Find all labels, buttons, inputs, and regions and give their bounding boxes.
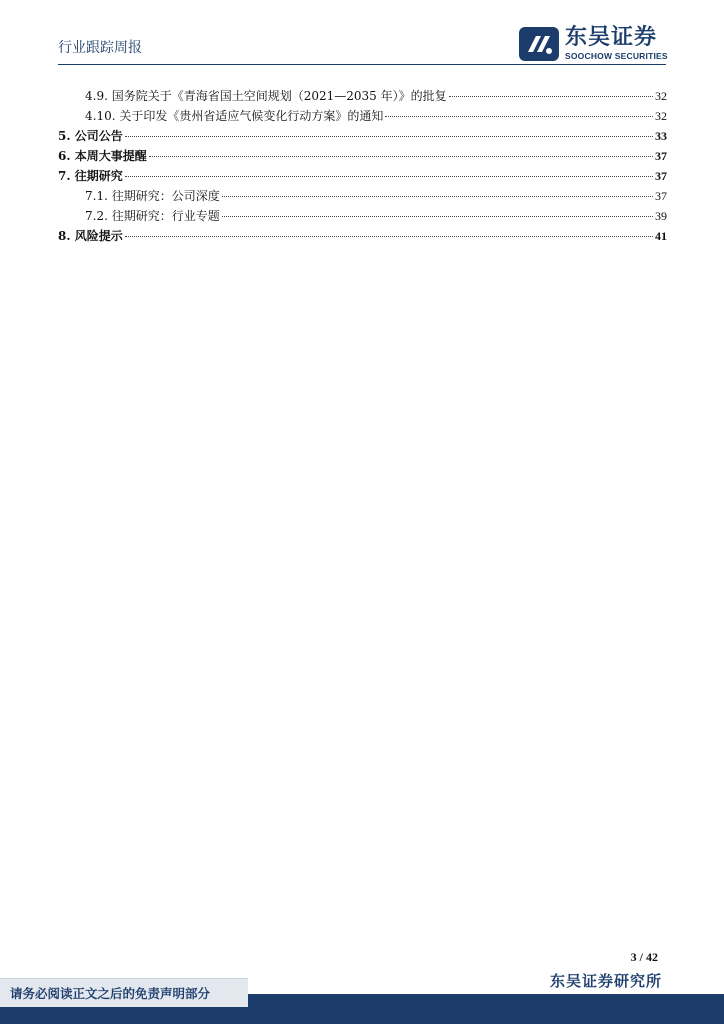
toc-entry[interactable] xyxy=(58,227,667,247)
toc-leader-dots xyxy=(385,116,653,117)
logo-chinese-text: 东吴证券 xyxy=(565,25,658,51)
toc-entry[interactable] xyxy=(58,187,667,207)
toc-entry[interactable] xyxy=(58,147,667,167)
soochow-logo-icon xyxy=(519,27,559,61)
toc-entry[interactable] xyxy=(58,107,667,127)
table-of-contents xyxy=(58,87,667,247)
toc-entry-label: 7.2. 往期研究：行业专题 xyxy=(85,209,220,223)
company-logo xyxy=(519,27,668,61)
toc-leader-dots xyxy=(222,216,653,217)
toc-entry-page: 39 xyxy=(655,209,667,223)
logo-english-text: SOOCHOW SECURITIES xyxy=(565,51,668,62)
toc-entry-label: 4.9. 国务院关于《青海省国土空间规划（2021—2035 年）》的批复 xyxy=(85,89,447,103)
toc-entry-label: 6. 本周大事提醒 xyxy=(58,149,147,163)
toc-entry[interactable] xyxy=(58,127,667,147)
report-type-title: 行业跟踪周报 xyxy=(58,40,142,56)
toc-entry-page: 33 xyxy=(655,129,667,143)
toc-entry[interactable] xyxy=(58,87,667,107)
toc-entry-page: 37 xyxy=(655,189,667,203)
header-divider xyxy=(58,64,666,65)
toc-leader-dots xyxy=(125,176,653,177)
toc-leader-dots xyxy=(149,156,653,157)
toc-entry-label: 8. 风险提示 xyxy=(58,229,123,243)
toc-entry-page: 41 xyxy=(655,229,667,243)
toc-entry-page: 32 xyxy=(655,89,667,103)
footer-brand: 东吴证券研究所 xyxy=(549,972,662,990)
toc-entry-label: 7. 往期研究 xyxy=(58,169,123,183)
toc-leader-dots xyxy=(449,96,653,97)
toc-leader-dots xyxy=(125,236,653,237)
toc-entry[interactable] xyxy=(58,167,667,187)
toc-entry-page: 37 xyxy=(655,149,667,163)
footer-disclaimer: 请务必阅读正文之后的免责声明部分 xyxy=(10,986,211,1001)
toc-leader-dots xyxy=(125,136,653,137)
toc-leader-dots xyxy=(222,196,653,197)
toc-entry-label: 5. 公司公告 xyxy=(58,129,123,143)
toc-entry-label: 7.1. 往期研究：公司深度 xyxy=(85,189,220,203)
toc-entry[interactable] xyxy=(58,207,667,227)
toc-entry-page: 37 xyxy=(655,169,667,183)
toc-entry-page: 32 xyxy=(655,109,667,123)
toc-entry-label: 4.10. 关于印发《贵州省适应气候变化行动方案》的通知 xyxy=(85,109,384,123)
page-number: 3 / 42 xyxy=(630,950,658,964)
